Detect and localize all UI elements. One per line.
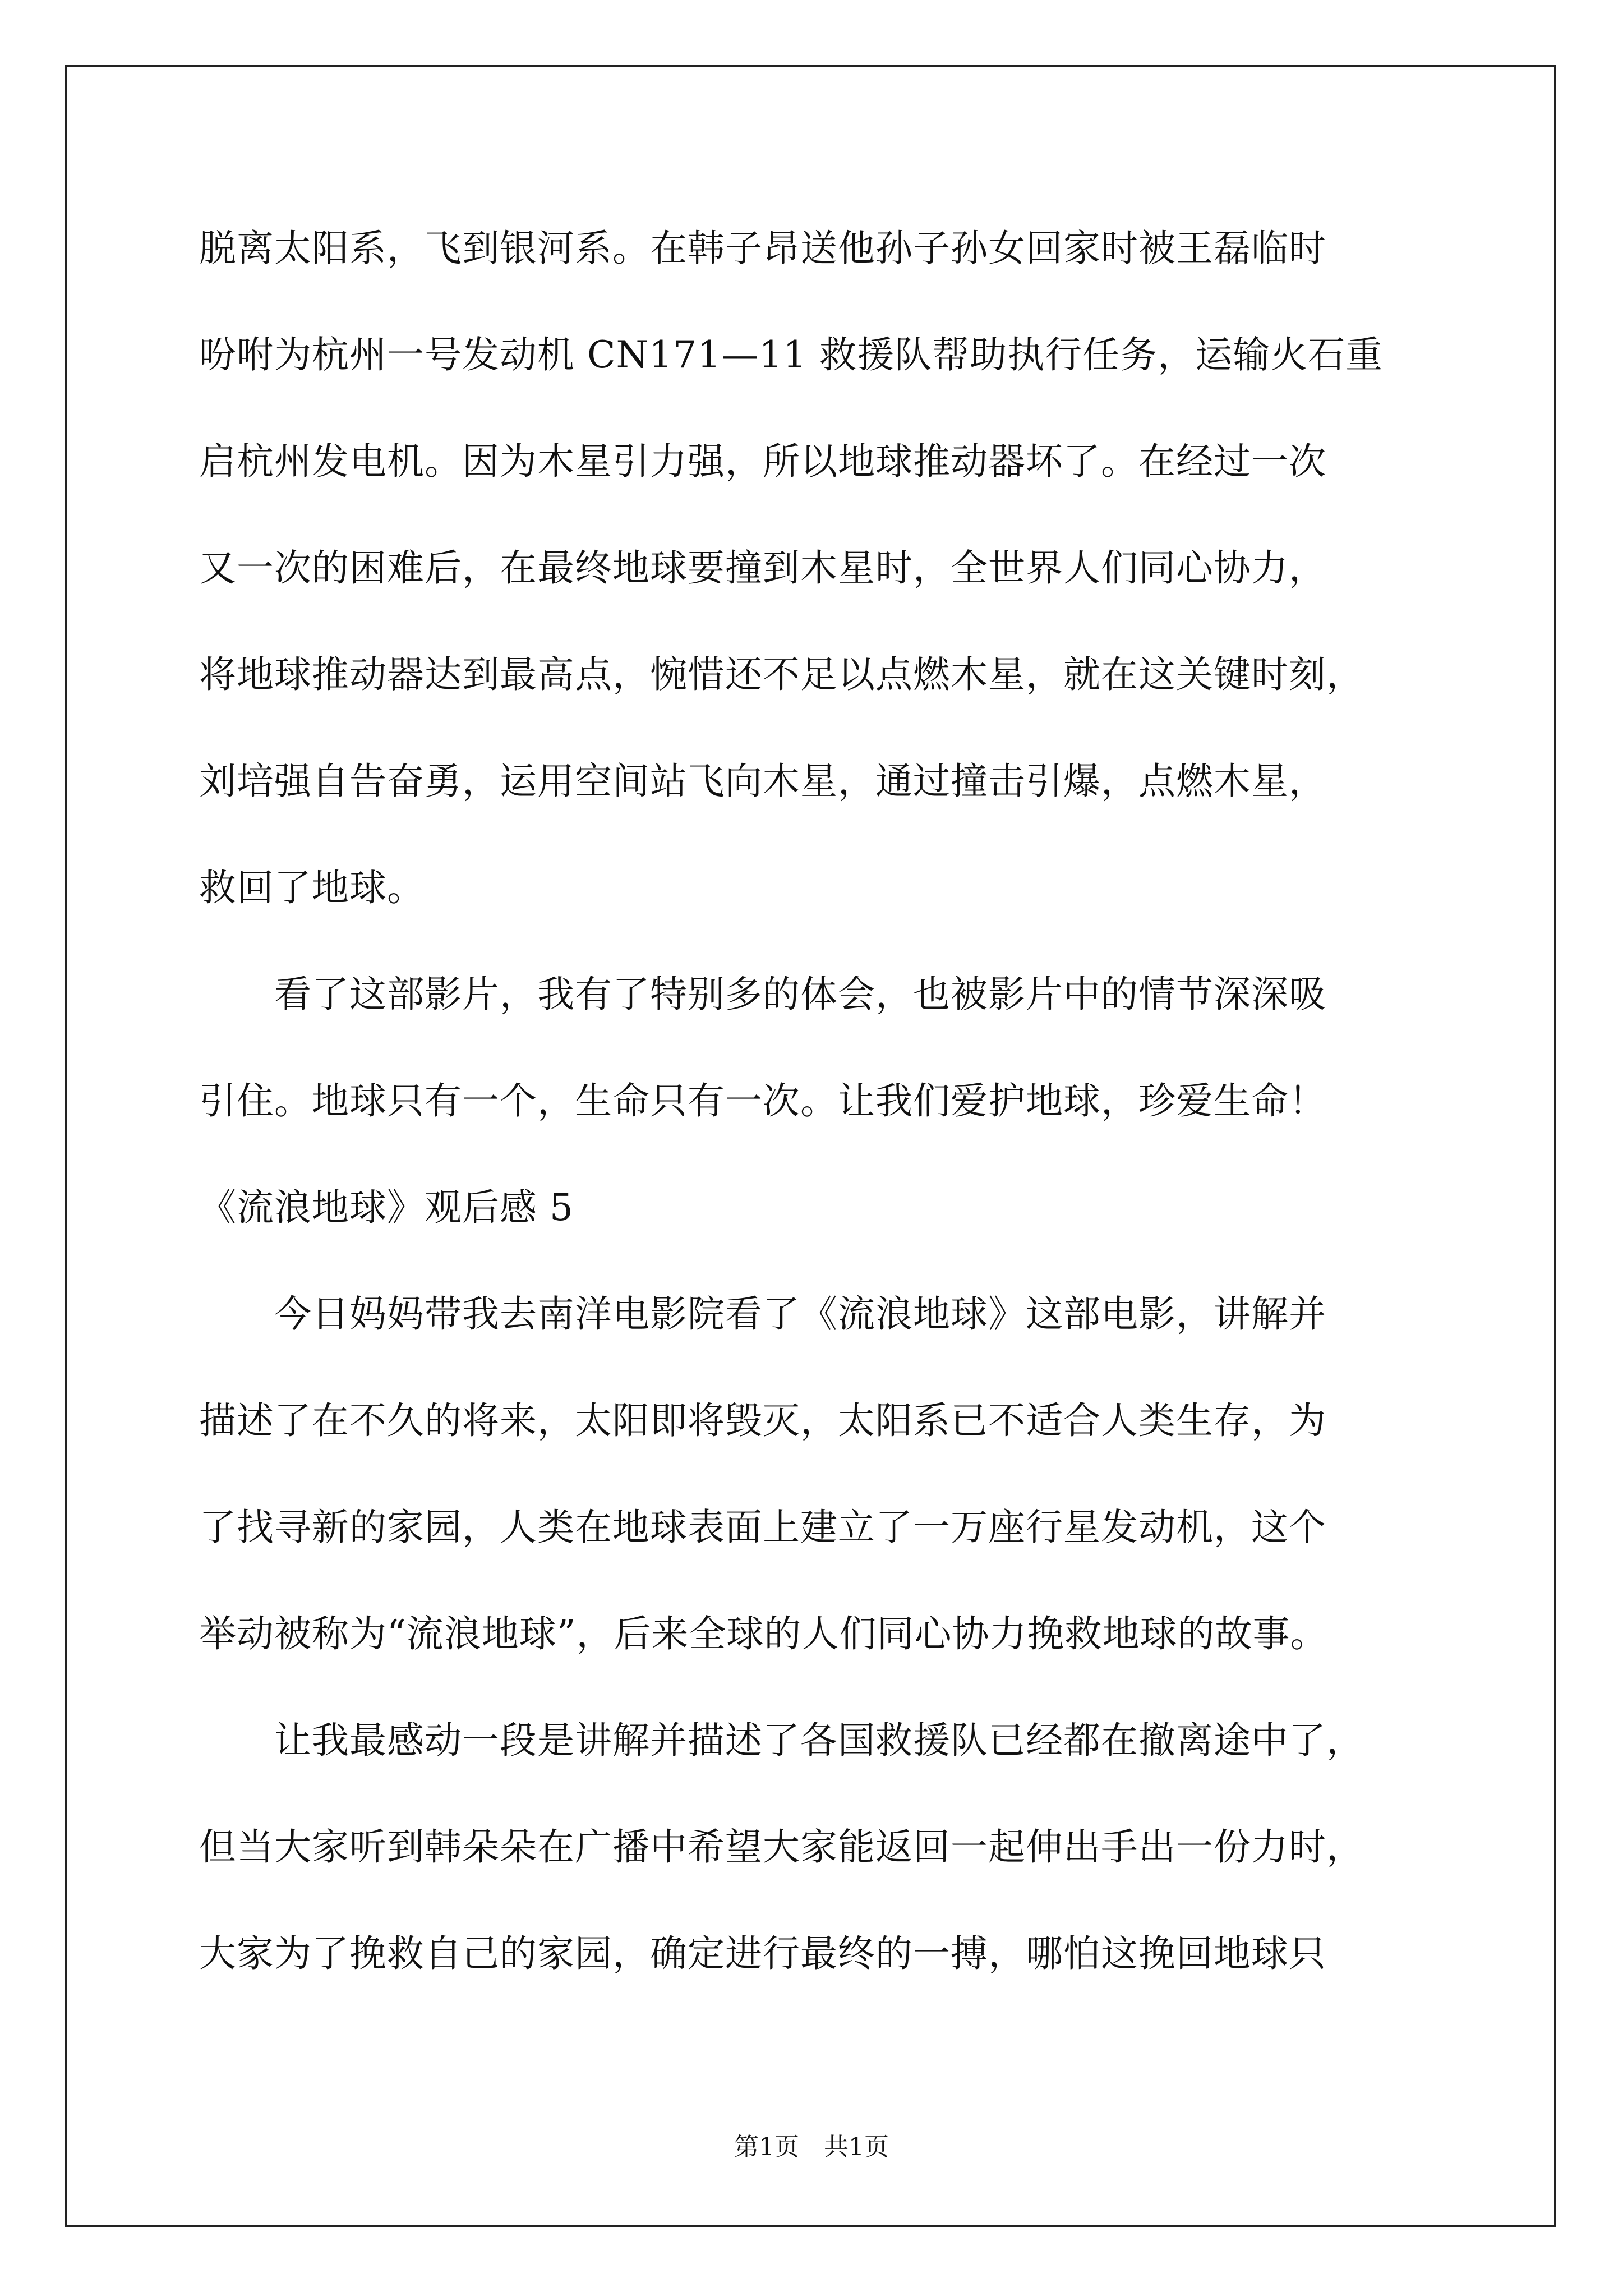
section-heading: 《流浪地球》观后感 5 xyxy=(199,1186,574,1229)
text-line: 启杭州发电机。因为木星引力强，所以地球推动器坏了。在经过一次 xyxy=(199,440,1326,483)
page-footer: 第1页 共1页 xyxy=(734,2133,889,2161)
text-line: 救回了地球。 xyxy=(199,866,425,909)
text-line: 大家为了挽救自己的家园，确定进行最终的一搏，哪怕这挽回地球只 xyxy=(199,1932,1326,1975)
text-line: 举动被称为“流浪地球”，后来全球的人们同心协力挽救地球的故事。 xyxy=(199,1612,1328,1655)
text-line: 看了这部影片，我有了特别多的体会，也被影片中的情节深深吸 xyxy=(199,973,1326,1016)
text-line: 刘培强自告奋勇，运用空间站飞向木星，通过撞击引爆，点燃木星， xyxy=(199,760,1326,803)
page-border xyxy=(65,65,1556,2227)
text-line: 将地球推动器达到最高点，惋惜还不足以点燃木星，就在这关键时刻， xyxy=(199,653,1364,696)
text-line: 又一次的困难后，在最终地球要撞到木星时，全世界人们同心协力， xyxy=(199,546,1326,590)
text-line: 脱离太阳系，飞到银河系。在韩子昂送他孙子孙女回家时被王磊临时 xyxy=(199,227,1326,270)
text-line: 吩咐为杭州一号发动机 CN171—11 救援队帮助执行任务，运输火石重 xyxy=(199,333,1384,376)
text-line: 今日妈妈带我去南洋电影院看了《流浪地球》这部电影，讲解并 xyxy=(199,1292,1326,1336)
text-line: 让我最感动一段是讲解并描述了各国救援队已经都在撤离途中了， xyxy=(199,1719,1364,1762)
text-line: 描述了在不久的将来，太阳即将毁灭，太阳系已不适合人类生存，为 xyxy=(199,1399,1326,1442)
text-line: 引住。地球只有一个，生命只有一次。让我们爱护地球，珍爱生命！ xyxy=(199,1079,1326,1122)
text-line: 但当大家听到韩朵朵在广播中希望大家能返回一起伸出手出一份力时， xyxy=(199,1825,1364,1869)
text-line: 了找寻新的家园，人类在地球表面上建立了一万座行星发动机，这个 xyxy=(199,1506,1326,1549)
